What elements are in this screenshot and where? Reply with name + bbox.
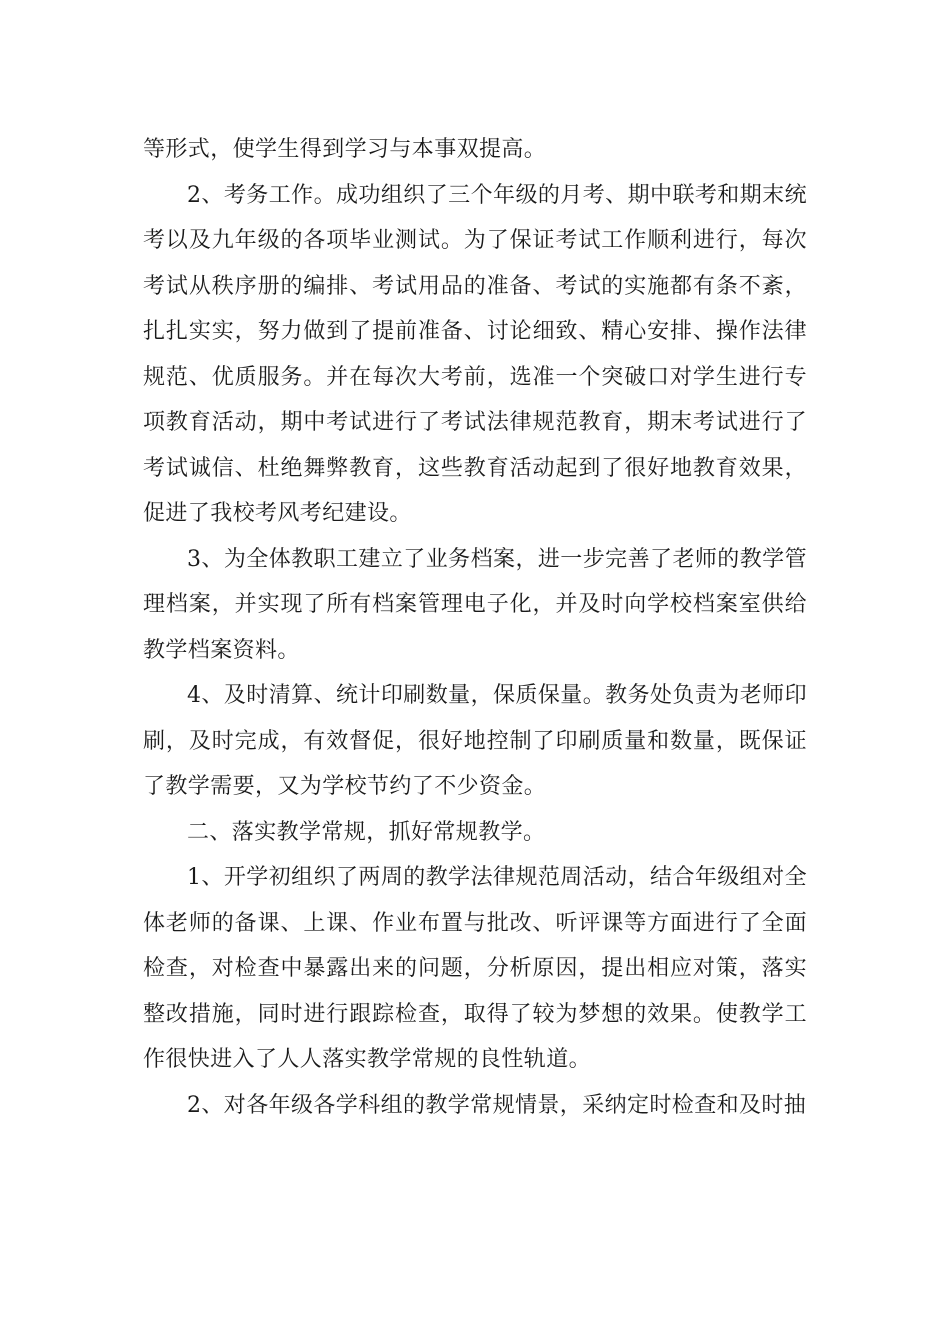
paragraph-exam-affairs: 2、考务工作。成功组织了三个年级的月考、期中联考和期末统考以及九年级的各项毕业测试。为了保证考试工作顺利进行，每次考试从秩序册的编排、考试用品的准备、考试的实施都有条不紊，扎扎实实，努力做到了提前准备、讨论细致、精心安排、操作法律规范、优质服务。并在每次大考前，选准一个突破口对学生进行专项教育活动，期中考试进行了考试法律规范教育，期末考试进行了考试诚信、杜绝舞弊教育，这些教育活动起到了很好地教育效果，促进了我校考风考纪建设。 bbox=[143, 182, 807, 526]
document-body bbox=[143, 127, 807, 1128]
paragraph-standards-week: 1、开学初组织了两周的教学法律规范周活动，结合年级组对全体老师的备课、上课、作业布置与批改、听评课等方面进行了全面检查，对检查中暴露出来的问题，分析原因，提出相应对策，落实整改措施，同时进行跟踪检查，取得了较为梦想的效果。使教学工作很快进入了人人落实教学常规的良性轨道。 bbox=[143, 865, 807, 1072]
paragraph-continuation: 等形式，使学生得到学习与本事双提高。 bbox=[143, 137, 547, 162]
paragraph-routine-checks: 2、对各年级各学科组的教学常规情景，采纳定时检查和及时抽 bbox=[187, 1092, 807, 1118]
section-heading-teaching-routine: 二、落实教学常规，抓好常规教学。 bbox=[187, 819, 546, 845]
paragraph-printing: 4、及时清算、统计印刷数量，保质保量。教务处负责为老师印刷，及时完成，有效督促，很好地控制了印刷质量和数量，既保证了教学需要，又为学校节约了不少资金。 bbox=[143, 683, 807, 799]
paragraph-staff-archives: 3、为全体教职工建立了业务档案，进一步完善了老师的教学管理档案，并实现了所有档案管理电子化，并及时向学校档案室供给教学档案资料。 bbox=[143, 546, 807, 663]
